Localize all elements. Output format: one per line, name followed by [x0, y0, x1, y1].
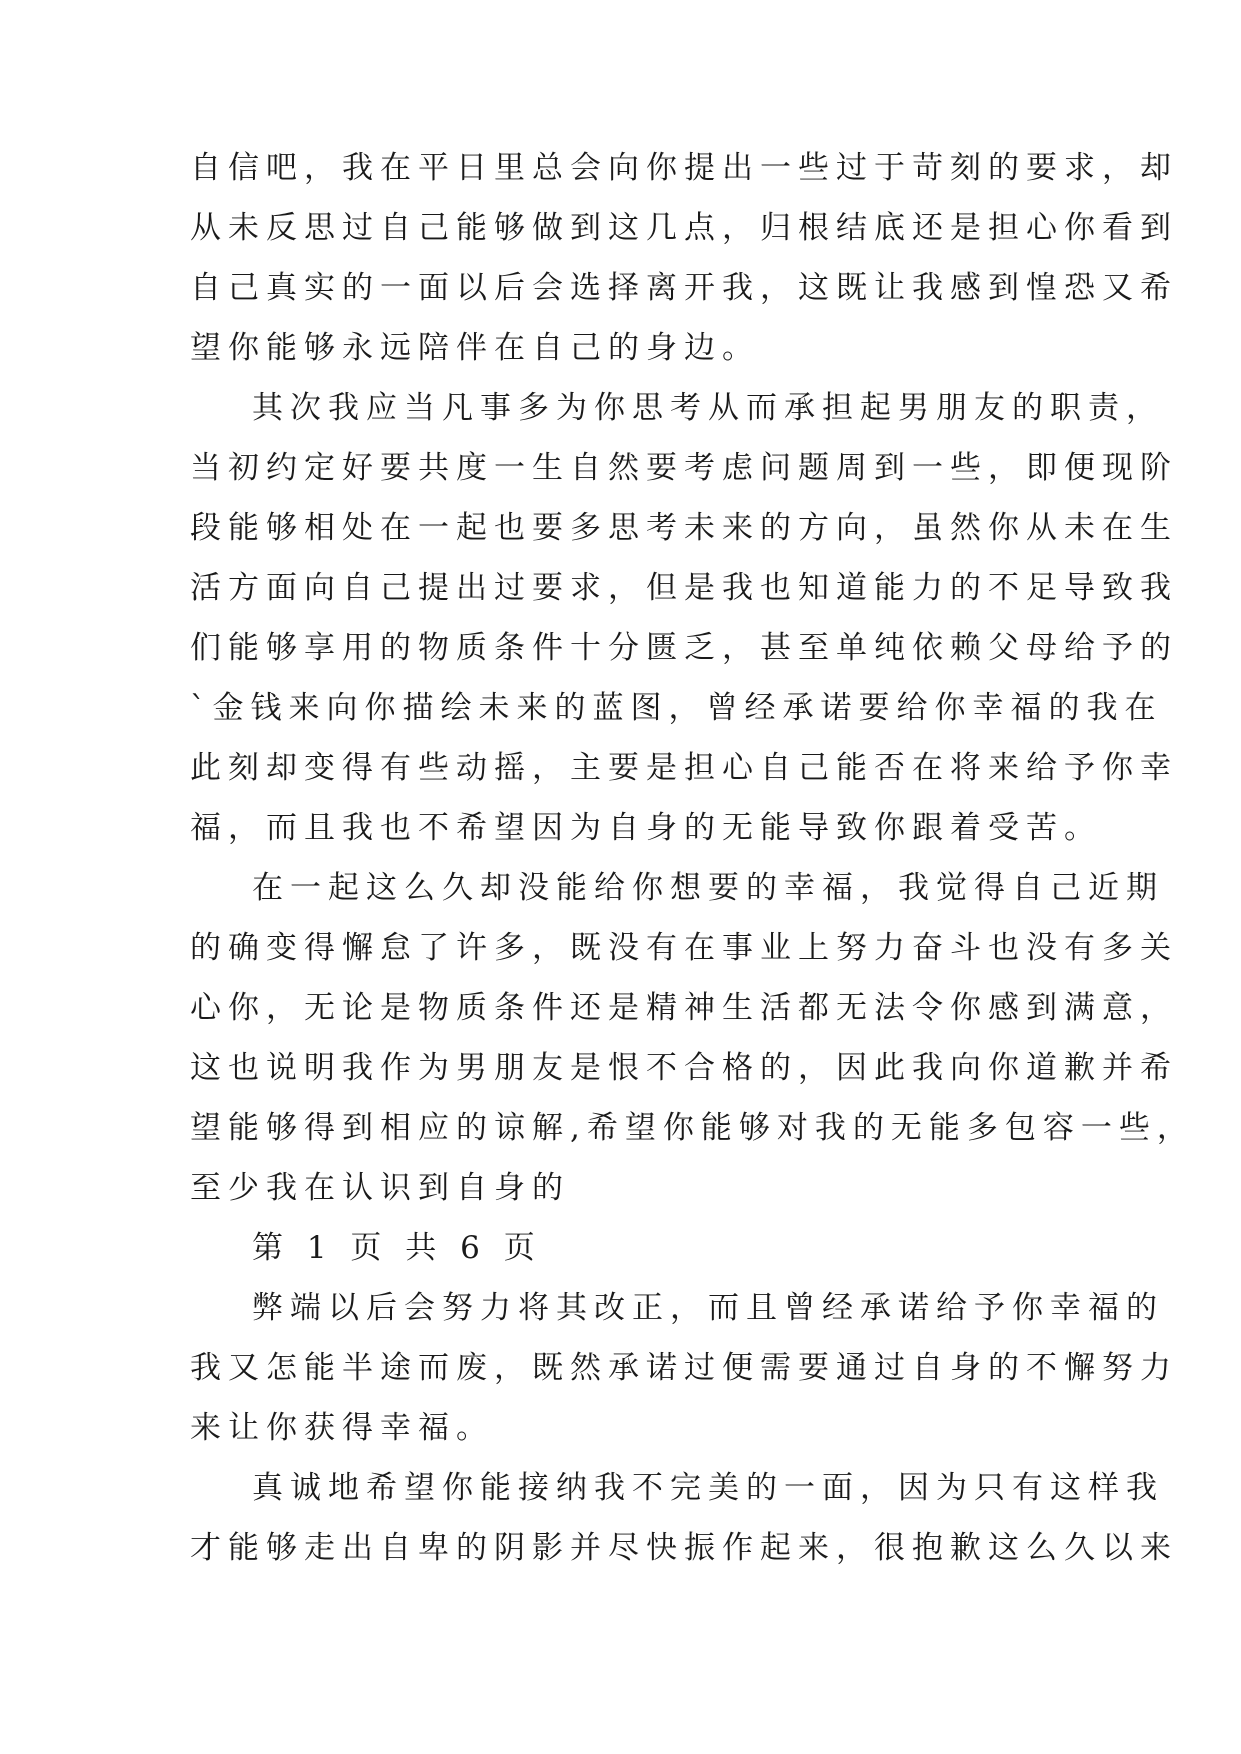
- paragraph-first-line: 在一起这么久却没能给你想要的幸福，我觉得自己近期: [252, 870, 1164, 906]
- paragraph-first-line: 其次我应当凡事多为你思考从而承担起男朋友的职责，: [252, 390, 1164, 426]
- text-line: 至少我在认识到自身的: [190, 1170, 570, 1206]
- text-line: 才能够走出自卑的阴影并尽快振作起来，很抱歉这么久以来: [190, 1530, 1178, 1566]
- text-line: 活方面向自己提出过要求，但是我也知道能力的不足导致我: [190, 570, 1178, 606]
- text-line: 自己真实的一面以后会选择离开我，这既让我感到惶恐又希: [190, 270, 1178, 306]
- text-line: 此刻却变得有些动摇，主要是担心自己能否在将来给予你幸: [190, 750, 1178, 786]
- text-line: 福，而且我也不希望因为自身的无能导致你跟着受苦。: [190, 810, 1102, 846]
- text-line: 这也说明我作为男朋友是恨不合格的，因此我向你道歉并希: [190, 1050, 1178, 1086]
- text-line: 我又怎能半途而废，既然承诺过便需要通过自身的不懈努力: [190, 1350, 1178, 1386]
- paragraph-first-line: 弊端以后会努力将其改正，而且曾经承诺给予你幸福的: [252, 1290, 1164, 1326]
- text-line: 段能够相处在一起也要多思考未来的方向，虽然你从未在生: [190, 510, 1178, 546]
- text-line: 当初约定好要共度一生自然要考虑问题周到一些，即便现阶: [190, 450, 1178, 486]
- text-line: 心你，无论是物质条件还是精神生活都无法令你感到满意，: [190, 990, 1178, 1026]
- text-line: `金钱来向你描绘未来的蓝图，曾经承诺要给你幸福的我在: [190, 690, 1163, 726]
- paragraph-first-line: 真诚地希望你能接纳我不完美的一面，因为只有这样我: [252, 1470, 1164, 1506]
- text-line: 望你能够永远陪伴在自己的身边。: [190, 330, 760, 366]
- text-line: 来让你获得幸福。: [190, 1410, 494, 1446]
- text-line: 自信吧，我在平日里总会向你提出一些过于苛刻的要求，却: [190, 150, 1178, 186]
- page-number-footer: 第 1 页 共 6 页: [252, 1230, 542, 1266]
- text-line: 望能够得到相应的谅解,希望你能够对我的无能多包容一些，: [190, 1110, 1195, 1146]
- text-line: 们能够享用的物质条件十分匮乏，甚至单纯依赖父母给予的: [190, 630, 1178, 666]
- text-line: 从未反思过自己能够做到这几点，归根结底还是担心你看到: [190, 210, 1178, 246]
- text-line: 的确变得懈怠了许多，既没有在事业上努力奋斗也没有多关: [190, 930, 1178, 966]
